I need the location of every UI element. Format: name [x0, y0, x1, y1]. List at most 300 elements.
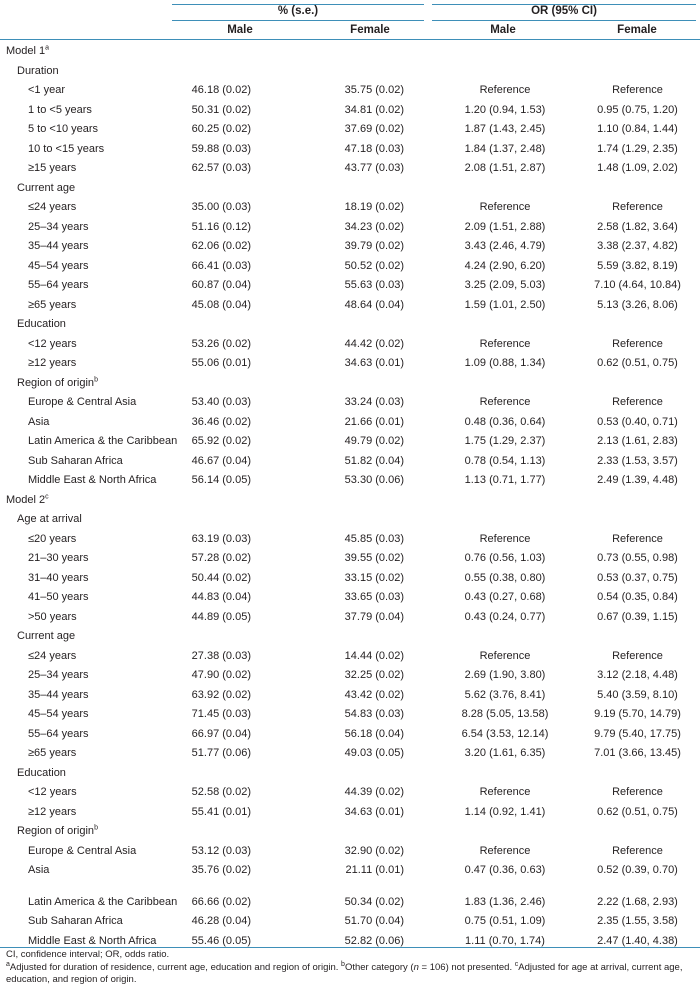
female-percent-cell: 32.90 (0.02)	[344, 844, 404, 857]
row-label	[17, 627, 75, 646]
footnote-c-mark: c	[514, 960, 519, 968]
female-or-cell: 7.10 (4.64, 10.84)	[594, 279, 681, 291]
footnote-abbreviations: CI, confidence interval; OR, odds ratio.	[6, 949, 170, 960]
female-percent-cell: 33.24 (0.03)	[344, 396, 404, 408]
row-label	[28, 842, 136, 861]
column-header-female-or: Female	[617, 24, 657, 36]
male-percent-cell: 62.06 (0.02)	[191, 240, 251, 252]
female-or-cell: 5.40 (3.59, 8.10)	[597, 688, 678, 701]
table-row	[0, 452, 700, 471]
row-label	[17, 62, 59, 81]
male-or-cell: 1.14 (0.92, 1.41)	[464, 805, 546, 818]
row-label	[28, 666, 89, 685]
male-percent-cell: 46.67 (0.04)	[191, 454, 251, 467]
male-percent-cell: 66.66 (0.02)	[191, 895, 251, 908]
table-row	[0, 296, 700, 315]
row-label-text: Region of origin	[17, 376, 95, 389]
table-row	[0, 257, 700, 276]
male-or-cell: 1.13 (0.71, 1.77)	[464, 474, 546, 486]
male-or-cell: Reference	[479, 337, 531, 350]
row-label	[28, 686, 89, 705]
row-label	[28, 140, 104, 159]
row-label-text: Latin America & the Caribbean	[28, 435, 178, 447]
male-percent-cell: 50.44 (0.02)	[191, 571, 251, 584]
row-label-text: 25–34 years	[28, 669, 89, 681]
female-percent-cell: 50.52 (0.02)	[344, 259, 404, 272]
table-row	[0, 803, 700, 822]
table-row	[0, 198, 700, 217]
footnote-b-n: n	[413, 961, 419, 973]
row-label	[28, 393, 136, 412]
female-or-cell: 0.52 (0.39, 0.70)	[597, 864, 678, 876]
male-percent-cell: 57.28 (0.02)	[191, 552, 251, 564]
row-label	[28, 608, 77, 627]
row-label-text: 35–44 years	[28, 688, 89, 701]
table-row	[0, 140, 700, 159]
female-or-cell: 2.33 (1.53, 3.57)	[597, 454, 678, 467]
row-label-footnote-mark: b	[94, 375, 98, 383]
male-percent-cell: 63.92 (0.02)	[191, 688, 251, 701]
male-or-cell: 0.48 (0.36, 0.64)	[464, 415, 546, 428]
male-or-cell: Reference	[479, 532, 531, 545]
female-percent-cell: 54.83 (0.03)	[344, 708, 404, 720]
row-label-text: Education	[17, 318, 66, 330]
female-or-cell: 2.47 (1.40, 4.38)	[597, 934, 678, 947]
male-percent-cell: 36.46 (0.02)	[191, 415, 251, 428]
table-bottom-rule	[0, 947, 700, 948]
male-or-cell: Reference	[479, 84, 531, 96]
female-or-cell: 1.10 (0.84, 1.44)	[597, 123, 678, 135]
row-label	[28, 218, 89, 237]
female-or-cell: Reference	[612, 532, 663, 545]
male-or-cell: 1.87 (1.43, 2.45)	[464, 123, 546, 135]
row-label-text: Sub Saharan Africa	[28, 454, 123, 467]
male-percent-cell: 45.08 (0.04)	[191, 298, 251, 311]
male-or-cell: 1.09 (0.88, 1.34)	[464, 357, 546, 369]
row-label-text: 5 to <10 years	[28, 123, 99, 135]
row-label	[28, 647, 76, 666]
row-label	[28, 81, 65, 100]
male-or-cell: 5.62 (3.76, 8.41)	[464, 688, 546, 701]
female-percent-cell: 39.79 (0.02)	[344, 240, 404, 252]
male-or-cell: Reference	[479, 201, 531, 213]
female-percent-cell: 47.18 (0.03)	[344, 142, 404, 155]
female-percent-cell: 48.64 (0.04)	[344, 298, 404, 311]
male-or-cell: 3.25 (2.09, 5.03)	[464, 279, 546, 291]
male-percent-cell: 35.76 (0.02)	[191, 864, 251, 876]
male-percent-cell: 65.92 (0.02)	[191, 435, 251, 447]
row-label-text: Europe & Central Asia	[28, 844, 137, 857]
model-header-row	[0, 42, 700, 61]
row-label	[28, 120, 98, 139]
female-or-cell: 0.62 (0.51, 0.75)	[597, 805, 678, 818]
female-percent-cell: 43.42 (0.02)	[344, 688, 404, 701]
female-or-cell: 9.19 (5.70, 14.79)	[594, 708, 681, 720]
table-row	[0, 744, 700, 763]
male-percent-cell: 53.40 (0.03)	[191, 396, 251, 408]
female-or-cell: 2.35 (1.55, 3.58)	[597, 915, 678, 927]
female-or-cell: Reference	[612, 201, 663, 213]
table-row	[0, 218, 700, 237]
female-or-cell: 0.73 (0.55, 0.98)	[597, 552, 678, 564]
female-percent-cell: 45.85 (0.03)	[344, 532, 404, 545]
male-percent-cell: 51.16 (0.12)	[191, 220, 251, 233]
male-or-cell: Reference	[479, 844, 531, 857]
male-percent-cell: 62.57 (0.03)	[191, 162, 251, 174]
female-or-cell: 0.62 (0.51, 0.75)	[597, 357, 678, 369]
female-percent-cell: 43.77 (0.03)	[344, 162, 404, 174]
row-label	[28, 471, 156, 490]
female-or-cell: 3.12 (2.18, 4.48)	[597, 669, 678, 681]
row-label-text: 41–50 years	[28, 591, 89, 603]
row-label-text: 45–54 years	[28, 259, 89, 272]
row-label	[28, 912, 123, 931]
row-label-text: 25–34 years	[28, 220, 89, 233]
female-percent-cell: 44.42 (0.02)	[344, 337, 404, 350]
row-label	[28, 257, 89, 276]
row-label-text: Europe & Central Asia	[28, 396, 137, 408]
subheader-rule-or	[432, 20, 696, 21]
row-label-text: 55–64 years	[28, 727, 89, 740]
female-or-cell: 7.01 (3.66, 13.45)	[594, 747, 681, 759]
table-row	[0, 237, 700, 256]
female-or-cell: 0.53 (0.37, 0.75)	[597, 571, 678, 584]
row-label-text: Asia	[28, 415, 50, 428]
female-percent-cell: 21.66 (0.01)	[344, 415, 404, 428]
row-label	[28, 198, 76, 217]
subheader-rule-pct	[172, 20, 424, 21]
male-or-cell: 0.55 (0.38, 0.80)	[464, 571, 546, 584]
table-row	[0, 471, 700, 490]
footnote-a-mark: a	[6, 960, 10, 968]
row-label	[6, 491, 49, 510]
row-label	[17, 822, 98, 841]
row-label-text: ≥12 years	[28, 357, 77, 369]
female-percent-cell: 51.82 (0.04)	[344, 454, 404, 467]
row-label	[28, 335, 77, 354]
female-or-cell: 0.67 (0.39, 1.15)	[597, 610, 678, 623]
row-label	[28, 354, 76, 373]
male-percent-cell: 44.83 (0.04)	[191, 591, 251, 603]
male-percent-cell: 60.87 (0.04)	[191, 279, 251, 291]
female-percent-cell: 51.70 (0.04)	[344, 915, 404, 927]
female-percent-cell: 56.18 (0.04)	[344, 727, 404, 740]
male-percent-cell: 55.06 (0.01)	[191, 357, 251, 369]
header-bottom-rule	[0, 39, 700, 40]
row-label	[17, 510, 82, 529]
female-percent-cell: 44.39 (0.02)	[344, 786, 404, 798]
female-or-cell: 2.58 (1.82, 3.64)	[597, 220, 678, 233]
row-label	[28, 296, 76, 315]
group-header-or: OR (95% CI)	[531, 5, 597, 17]
female-or-cell: Reference	[612, 84, 663, 96]
row-label-text: Latin America & the Caribbean	[28, 895, 178, 908]
section-header-row	[0, 627, 700, 646]
row-label-text: Model 1	[6, 45, 46, 57]
male-or-cell: 8.28 (5.05, 13.58)	[461, 708, 549, 720]
table-row	[0, 432, 700, 451]
male-percent-cell: 44.89 (0.05)	[191, 610, 251, 623]
row-label	[6, 42, 49, 61]
row-label-text: 55–64 years	[28, 279, 89, 291]
male-or-cell: 1.20 (0.94, 1.53)	[464, 103, 546, 116]
female-percent-cell: 52.82 (0.06)	[344, 934, 404, 947]
male-percent-cell: 47.90 (0.02)	[191, 669, 251, 681]
row-label-text: 21–30 years	[28, 552, 89, 564]
row-label-footnote-mark: a	[45, 44, 50, 52]
footnote-c-text: Adjusted for age at arrival, current age, education, and region of origin.	[6, 961, 683, 985]
male-or-cell: 1.84 (1.37, 2.48)	[464, 142, 546, 155]
female-percent-cell: 21.11 (0.01)	[345, 864, 404, 876]
row-label	[28, 101, 92, 120]
row-label	[28, 159, 76, 178]
row-label-text: Current age	[17, 630, 76, 642]
male-percent-cell: 66.41 (0.03)	[191, 259, 251, 272]
male-or-cell: 0.76 (0.56, 1.03)	[464, 552, 546, 564]
male-or-cell: 0.75 (0.51, 1.09)	[464, 915, 546, 927]
female-percent-cell: 50.34 (0.02)	[344, 895, 404, 908]
section-header-row	[0, 510, 700, 529]
footnote-b-text-1: Other category (	[344, 961, 414, 973]
male-percent-cell: 52.58 (0.02)	[191, 786, 251, 798]
male-percent-cell: 46.28 (0.04)	[191, 915, 251, 927]
section-header-row	[0, 179, 700, 198]
female-percent-cell: 49.79 (0.02)	[344, 435, 404, 447]
male-percent-cell: 50.31 (0.02)	[191, 103, 251, 116]
male-percent-cell: 56.14 (0.05)	[191, 474, 251, 486]
row-label-text: Asia	[28, 864, 50, 876]
section-header-row	[0, 764, 700, 783]
female-percent-cell: 32.25 (0.02)	[344, 669, 404, 681]
male-or-cell: Reference	[479, 649, 531, 662]
row-label	[28, 588, 89, 607]
male-or-cell: 1.59 (1.01, 2.50)	[464, 298, 546, 311]
footnote-b-mark: b	[341, 960, 345, 968]
female-or-cell: 2.13 (1.61, 2.83)	[597, 435, 678, 447]
row-label-text: 35–44 years	[28, 240, 89, 252]
male-or-cell: 2.69 (1.90, 3.80)	[464, 669, 546, 681]
male-or-cell: 6.54 (3.53, 12.14)	[461, 727, 549, 740]
male-or-cell: 1.11 (0.70, 1.74)	[465, 934, 545, 947]
row-label	[17, 179, 75, 198]
female-or-cell: 3.38 (2.37, 4.82)	[597, 240, 678, 252]
row-label	[17, 315, 66, 334]
female-or-cell: 2.22 (1.68, 2.93)	[597, 895, 678, 908]
row-label-text: Middle East & North Africa	[28, 934, 157, 947]
male-or-cell: 1.83 (1.36, 2.46)	[464, 895, 546, 908]
row-label-text: Current age	[17, 181, 76, 194]
footnote-adjustments	[6, 962, 696, 987]
footnote-b-text-2: = 106) not presented.	[418, 961, 515, 973]
row-label	[17, 374, 98, 393]
row-label	[28, 432, 177, 451]
table-row	[0, 588, 700, 607]
row-label-text: Duration	[17, 64, 59, 77]
male-or-cell: Reference	[479, 396, 531, 408]
male-or-cell: 3.20 (1.61, 6.35)	[464, 747, 546, 759]
row-label	[28, 530, 76, 549]
row-label-text: Education	[17, 766, 66, 779]
table-row	[0, 159, 700, 178]
section-header-row	[0, 62, 700, 81]
male-or-cell: 2.08 (1.51, 2.87)	[464, 162, 546, 174]
row-label	[28, 861, 49, 880]
female-percent-cell: 49.03 (0.05)	[344, 747, 404, 759]
table-row	[0, 101, 700, 120]
table-row	[0, 725, 700, 744]
column-header-male-or: Male	[490, 24, 516, 36]
male-percent-cell: 63.19 (0.03)	[191, 532, 251, 545]
table-row	[0, 842, 700, 861]
row-label-footnote-mark: b	[94, 824, 98, 832]
row-label	[28, 893, 177, 912]
female-or-cell: 5.13 (3.26, 8.06)	[597, 298, 678, 311]
row-label-text: 1 to <5 years	[28, 103, 92, 116]
table-row	[0, 893, 700, 912]
female-percent-cell: 39.55 (0.02)	[344, 552, 404, 564]
row-label	[28, 237, 89, 256]
male-percent-cell: 60.25 (0.02)	[191, 123, 251, 135]
male-percent-cell: 55.46 (0.05)	[191, 934, 251, 947]
row-label-text: <12 years	[28, 786, 77, 798]
row-label-text: ≤24 years	[28, 201, 77, 213]
row-label-text: Region of origin	[17, 825, 95, 837]
table-row	[0, 912, 700, 931]
female-or-cell: 1.48 (1.09, 2.02)	[597, 162, 678, 174]
row-label-text: <12 years	[28, 337, 77, 350]
male-or-cell: 0.43 (0.27, 0.68)	[464, 591, 546, 603]
male-percent-cell: 27.38 (0.03)	[191, 649, 251, 662]
table-row	[0, 530, 700, 549]
table-row	[0, 276, 700, 295]
row-label	[28, 744, 76, 763]
table-row	[0, 549, 700, 568]
male-or-cell: 4.24 (2.90, 6.20)	[464, 259, 546, 272]
group-header-pct: % (s.e.)	[277, 5, 319, 17]
female-percent-cell: 18.19 (0.02)	[344, 201, 404, 213]
female-or-cell: 0.53 (0.40, 0.71)	[597, 415, 678, 428]
row-label-text: ≥65 years	[28, 298, 77, 311]
male-or-cell: 0.78 (0.54, 1.13)	[464, 454, 546, 467]
row-label-text: Sub Saharan Africa	[28, 915, 123, 927]
row-label-text: 45–54 years	[28, 708, 89, 720]
table-row	[0, 647, 700, 666]
table-row	[0, 666, 700, 685]
row-label	[28, 725, 89, 744]
female-percent-cell: 35.75 (0.02)	[344, 84, 404, 96]
female-percent-cell: 33.15 (0.02)	[344, 571, 404, 584]
male-percent-cell: 46.18 (0.02)	[191, 84, 251, 96]
row-label-text: <1 year	[28, 84, 65, 96]
section-header-row	[0, 315, 700, 334]
row-label-text: ≤24 years	[28, 649, 77, 662]
female-percent-cell: 34.23 (0.02)	[344, 220, 404, 233]
table-row	[0, 354, 700, 373]
male-or-cell: 3.43 (2.46, 4.79)	[464, 240, 546, 252]
model-header-row	[0, 491, 700, 510]
table-row	[0, 81, 700, 100]
row-label	[28, 452, 123, 471]
table-row	[0, 335, 700, 354]
row-label	[28, 705, 89, 724]
male-or-cell: 0.47 (0.36, 0.63)	[464, 864, 546, 876]
female-percent-cell: 55.63 (0.03)	[344, 279, 404, 291]
row-label-text: ≥12 years	[28, 805, 77, 818]
female-percent-cell: 53.30 (0.06)	[344, 474, 404, 486]
table-row	[0, 608, 700, 627]
row-label-text: 10 to <15 years	[28, 142, 105, 155]
table-row	[0, 861, 700, 880]
row-label	[17, 764, 66, 783]
row-label	[28, 783, 77, 802]
table-row	[0, 705, 700, 724]
male-percent-cell: 71.45 (0.03)	[191, 708, 251, 720]
female-or-cell: 5.59 (3.82, 8.19)	[597, 259, 678, 272]
female-or-cell: 1.74 (1.29, 2.35)	[597, 142, 678, 155]
female-percent-cell: 34.81 (0.02)	[344, 103, 404, 116]
male-percent-cell: 55.41 (0.01)	[191, 805, 251, 818]
male-or-cell: 0.43 (0.24, 0.77)	[464, 610, 546, 623]
male-percent-cell: 53.26 (0.02)	[191, 337, 251, 350]
footnote-a-text: Adjusted for duration of residence, current age, education and region of origin.	[9, 961, 342, 973]
female-or-cell: Reference	[612, 649, 663, 662]
row-label-text: ≥15 years	[28, 162, 77, 174]
footnotes	[6, 949, 696, 987]
row-label	[28, 549, 89, 568]
row-label	[28, 803, 76, 822]
female-percent-cell: 37.79 (0.04)	[344, 610, 404, 623]
row-label-text: >50 years	[28, 610, 77, 623]
male-percent-cell: 51.77 (0.06)	[191, 747, 251, 759]
male-percent-cell: 53.12 (0.03)	[191, 844, 251, 857]
row-label-text: Model 2	[6, 493, 46, 506]
row-label	[28, 276, 89, 295]
female-or-cell: Reference	[612, 844, 663, 857]
table-row	[0, 120, 700, 139]
row-label	[28, 569, 89, 588]
female-percent-cell: 34.63 (0.01)	[344, 805, 404, 818]
female-percent-cell: 37.69 (0.02)	[344, 123, 404, 135]
female-or-cell: 0.95 (0.75, 1.20)	[597, 103, 678, 116]
female-or-cell: Reference	[612, 786, 663, 798]
female-or-cell: Reference	[612, 396, 663, 408]
male-or-cell: 1.75 (1.29, 2.37)	[464, 435, 546, 447]
female-percent-cell: 33.65 (0.03)	[344, 591, 404, 603]
male-percent-cell: 59.88 (0.03)	[191, 142, 251, 155]
row-label	[28, 413, 49, 432]
row-label-text: 31–40 years	[28, 571, 89, 584]
column-header-female-pct: Female	[350, 24, 390, 36]
section-header-row	[0, 374, 700, 393]
table-row	[0, 686, 700, 705]
table-row	[0, 413, 700, 432]
row-label-text: Middle East & North Africa	[28, 474, 157, 486]
female-or-cell: 0.54 (0.35, 0.84)	[597, 591, 678, 603]
male-percent-cell: 35.00 (0.03)	[191, 201, 251, 213]
female-percent-cell: 34.63 (0.01)	[344, 357, 404, 369]
male-or-cell: Reference	[479, 786, 531, 798]
table-row	[0, 569, 700, 588]
female-or-cell: 2.49 (1.39, 4.48)	[597, 474, 678, 486]
section-header-row	[0, 822, 700, 841]
male-or-cell: 2.09 (1.51, 2.88)	[464, 220, 546, 233]
row-label-text: ≥65 years	[28, 747, 77, 759]
female-or-cell: Reference	[612, 337, 663, 350]
table-row	[0, 393, 700, 412]
female-or-cell: 9.79 (5.40, 17.75)	[594, 727, 681, 740]
row-label-text: Age at arrival	[17, 513, 82, 525]
table-row	[0, 783, 700, 802]
